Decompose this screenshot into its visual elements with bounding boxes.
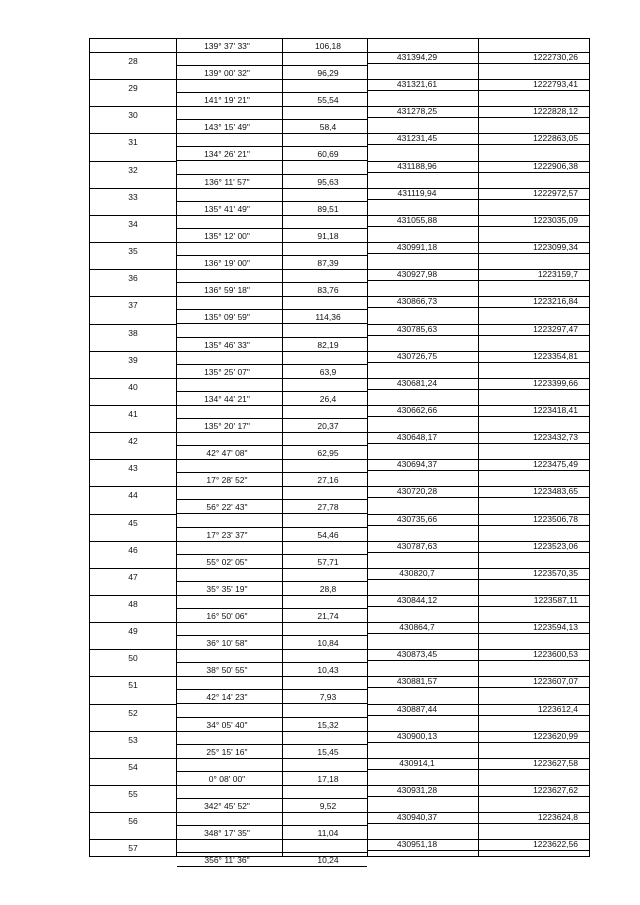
table-top-border xyxy=(89,38,589,39)
row-divider xyxy=(89,106,177,107)
y-coordinate: 1223620,99 xyxy=(533,731,578,741)
row-divider xyxy=(177,337,367,338)
segment-length: 57,71 xyxy=(317,557,339,567)
direction-angle: 141° 19' 21" xyxy=(204,95,250,105)
row-divider xyxy=(177,731,367,732)
row-divider xyxy=(367,715,589,716)
x-coordinate: 430951,18 xyxy=(396,839,438,849)
row-divider xyxy=(177,323,367,324)
y-coordinate: 1223099,34 xyxy=(533,242,578,252)
direction-angle: 0° 08' 00" xyxy=(208,774,246,784)
y-coordinate: 1222906,38 xyxy=(533,161,578,171)
direction-angle: 135° 25' 07" xyxy=(204,367,250,377)
segment-length: 114,36 xyxy=(315,312,341,322)
direction-angle: 17° 28' 52" xyxy=(206,475,248,485)
row-divider xyxy=(367,552,589,553)
y-coordinate: 1223418,41 xyxy=(533,405,578,415)
row-divider xyxy=(367,253,589,254)
x-coordinate: 430931,28 xyxy=(396,785,438,795)
y-coordinate: 1223432,73 xyxy=(533,432,578,442)
y-coordinate: 1223594,13 xyxy=(533,622,578,632)
point-number: 46 xyxy=(128,545,138,555)
x-coordinate: 430662,66 xyxy=(396,405,438,415)
row-divider xyxy=(177,351,367,352)
segment-length: 91,18 xyxy=(317,231,339,241)
row-divider xyxy=(89,541,177,542)
row-divider xyxy=(177,65,367,66)
row-divider xyxy=(89,785,177,786)
row-divider xyxy=(367,823,589,824)
row-divider xyxy=(367,117,589,118)
row-divider xyxy=(177,269,367,270)
y-coordinate: 1223399,66 xyxy=(533,378,578,388)
segment-length: 87,39 xyxy=(317,258,339,268)
point-number: 44 xyxy=(128,490,138,500)
segment-length: 89,51 xyxy=(317,204,339,214)
row-divider xyxy=(177,703,367,704)
row-divider xyxy=(177,418,367,419)
row-divider xyxy=(89,52,177,53)
row-divider xyxy=(177,215,367,216)
segment-length: 96,29 xyxy=(317,68,339,78)
point-number: 37 xyxy=(128,300,138,310)
x-coordinate: 430820,7 xyxy=(399,568,435,578)
point-number: 45 xyxy=(128,518,138,528)
point-number: 33 xyxy=(128,192,138,202)
row-divider xyxy=(177,174,367,175)
row-divider xyxy=(177,839,367,840)
segment-length: 82,19 xyxy=(317,340,339,350)
segment-length: 21,74 xyxy=(317,611,339,621)
direction-angle: 35° 35' 19" xyxy=(206,584,248,594)
row-divider xyxy=(177,689,367,690)
row-divider xyxy=(177,432,367,433)
segment-length: 10,84 xyxy=(317,638,339,648)
row-divider xyxy=(367,660,589,661)
row-divider xyxy=(89,161,177,162)
y-coordinate: 1223159,7 xyxy=(537,269,578,279)
direction-angle: 135° 46' 33" xyxy=(204,340,250,350)
row-divider xyxy=(89,269,177,270)
point-number: 38 xyxy=(128,328,138,338)
x-coordinate: 430881,57 xyxy=(396,676,438,686)
row-divider xyxy=(89,649,177,650)
x-coordinate: 430844,12 xyxy=(396,595,438,605)
row-divider xyxy=(177,649,367,650)
row-divider xyxy=(177,160,367,161)
row-divider xyxy=(177,622,367,623)
point-number: 28 xyxy=(128,56,138,66)
direction-angle: 34° 05' 40" xyxy=(206,720,248,730)
row-divider xyxy=(89,812,177,813)
y-coordinate: 1223506,78 xyxy=(533,514,578,524)
row-divider xyxy=(89,405,177,406)
row-divider xyxy=(177,785,367,786)
segment-length: 62,95 xyxy=(317,448,339,458)
segment-length: 55,54 xyxy=(317,95,339,105)
direction-angle: 143° 15' 49" xyxy=(204,122,250,132)
row-divider xyxy=(177,758,367,759)
row-divider xyxy=(367,525,589,526)
x-coordinate: 430720,28 xyxy=(396,486,438,496)
x-coordinate: 431394,29 xyxy=(396,52,438,62)
row-divider xyxy=(177,554,367,555)
y-coordinate: 1223627,58 xyxy=(533,758,578,768)
row-divider xyxy=(89,704,177,705)
row-divider xyxy=(177,106,367,107)
x-coordinate: 430694,37 xyxy=(396,459,438,469)
y-coordinate: 1223523,06 xyxy=(533,541,578,551)
x-coordinate: 430940,37 xyxy=(396,812,438,822)
row-divider xyxy=(89,459,177,460)
segment-length: 58,4 xyxy=(319,122,337,132)
row-divider xyxy=(89,242,177,243)
y-coordinate: 1223627,62 xyxy=(533,785,578,795)
row-divider xyxy=(177,119,367,120)
row-divider xyxy=(177,282,367,283)
row-divider xyxy=(177,676,367,677)
segment-length: 15,45 xyxy=(317,747,339,757)
row-divider xyxy=(177,242,367,243)
row-divider xyxy=(367,742,589,743)
direction-angle: 135° 20' 17" xyxy=(204,421,250,431)
row-divider xyxy=(177,228,367,229)
row-divider xyxy=(177,133,367,134)
row-divider xyxy=(177,717,367,718)
row-divider xyxy=(177,309,367,310)
row-divider xyxy=(89,79,177,80)
segment-length: 11,04 xyxy=(317,828,339,838)
row-divider xyxy=(89,839,177,840)
x-coordinate: 430900,13 xyxy=(396,731,438,741)
row-divider xyxy=(177,527,367,528)
row-divider xyxy=(367,579,589,580)
row-divider xyxy=(177,866,367,867)
row-divider xyxy=(89,595,177,596)
x-coordinate: 431055,88 xyxy=(396,215,438,225)
y-coordinate: 1223624,8 xyxy=(537,812,578,822)
row-divider xyxy=(89,188,177,189)
row-divider xyxy=(367,280,589,281)
x-coordinate: 430681,24 xyxy=(396,378,438,388)
row-divider xyxy=(177,459,367,460)
row-divider xyxy=(177,662,367,663)
row-divider xyxy=(89,486,177,487)
x-coordinate: 430648,17 xyxy=(396,432,438,442)
row-divider xyxy=(367,90,589,91)
y-coordinate: 1222793,41 xyxy=(533,79,578,89)
direction-angle: 42° 47' 08" xyxy=(206,448,248,458)
row-divider xyxy=(89,432,177,433)
row-divider xyxy=(367,172,589,173)
point-number: 43 xyxy=(128,463,138,473)
segment-length: 63,9 xyxy=(319,367,337,377)
point-number: 31 xyxy=(128,137,138,147)
row-divider xyxy=(89,296,177,297)
y-coordinate: 1222972,57 xyxy=(533,188,578,198)
row-divider xyxy=(367,769,589,770)
segment-length: 54,46 xyxy=(317,530,339,540)
point-number: 52 xyxy=(128,708,138,718)
row-divider xyxy=(177,445,367,446)
direction-angle: 55° 02' 05" xyxy=(206,557,248,567)
x-coordinate: 431278,25 xyxy=(396,106,438,116)
row-divider xyxy=(177,378,367,379)
segment-length: 15,32 xyxy=(317,720,339,730)
row-divider xyxy=(367,307,589,308)
point-number: 53 xyxy=(128,735,138,745)
row-divider xyxy=(367,144,589,145)
x-coordinate: 430735,66 xyxy=(396,514,438,524)
point-number: 32 xyxy=(128,165,138,175)
point-number: 29 xyxy=(128,83,138,93)
segment-length: 10,24 xyxy=(317,855,339,865)
row-divider xyxy=(177,486,367,487)
direction-angle: 135° 12' 00" xyxy=(204,231,250,241)
y-coordinate: 1223035,09 xyxy=(533,215,578,225)
direction-angle: 139° 00' 32" xyxy=(204,68,250,78)
segment-length: 17,18 xyxy=(317,774,339,784)
row-divider xyxy=(177,146,367,147)
row-divider xyxy=(177,79,367,80)
segment-length: 60,69 xyxy=(317,149,339,159)
row-divider xyxy=(367,497,589,498)
y-coordinate: 1223587,11 xyxy=(533,595,578,605)
point-number: 57 xyxy=(128,843,138,853)
row-divider xyxy=(177,771,367,772)
x-coordinate: 430866,73 xyxy=(396,296,438,306)
x-coordinate: 431119,94 xyxy=(397,188,437,198)
x-coordinate: 431188,96 xyxy=(397,161,437,171)
row-divider xyxy=(367,796,589,797)
y-coordinate: 1223622,56 xyxy=(533,839,578,849)
point-number: 35 xyxy=(128,246,138,256)
direction-angle: 135° 09' 59" xyxy=(204,312,250,322)
row-divider xyxy=(89,568,177,569)
direction-angle: 356° 11' 36" xyxy=(204,855,250,865)
row-divider xyxy=(367,606,589,607)
row-divider xyxy=(177,405,367,406)
segment-length: 83,76 xyxy=(317,285,339,295)
point-number: 50 xyxy=(128,653,138,663)
point-number: 39 xyxy=(128,355,138,365)
x-coordinate: 430864,7 xyxy=(399,622,435,632)
row-divider xyxy=(367,389,589,390)
x-coordinate: 430927,98 xyxy=(396,269,438,279)
row-divider xyxy=(367,633,589,634)
x-coordinate: 430787,63 xyxy=(396,541,438,551)
segment-length: 106,18 xyxy=(315,41,341,51)
direction-angle: 38° 50' 55" xyxy=(206,665,248,675)
y-coordinate: 1223600,53 xyxy=(533,649,578,659)
x-coordinate: 431231,45 xyxy=(396,133,438,143)
y-coordinate: 1223297,47 xyxy=(533,324,578,334)
row-divider xyxy=(367,443,589,444)
row-divider xyxy=(177,472,367,473)
y-coordinate: 1223607,07 xyxy=(533,676,578,686)
point-number: 40 xyxy=(128,382,138,392)
point-number: 55 xyxy=(128,789,138,799)
point-number: 41 xyxy=(128,409,138,419)
segment-length: 27,78 xyxy=(317,502,339,512)
point-number: 34 xyxy=(128,219,138,229)
row-divider xyxy=(89,758,177,759)
point-number: 42 xyxy=(128,436,138,446)
x-coordinate: 430785,63 xyxy=(396,324,438,334)
y-coordinate: 1222828,12 xyxy=(533,106,578,116)
x-coordinate: 430873,45 xyxy=(396,649,438,659)
direction-angle: 348° 17' 35" xyxy=(204,828,250,838)
row-divider xyxy=(177,188,367,189)
row-divider xyxy=(177,364,367,365)
direction-angle: 16° 50' 06" xyxy=(206,611,248,621)
row-divider xyxy=(177,798,367,799)
row-divider xyxy=(89,215,177,216)
direction-angle: 42° 14' 23" xyxy=(206,692,248,702)
row-divider xyxy=(177,296,367,297)
point-number: 51 xyxy=(128,680,138,690)
point-number: 36 xyxy=(128,273,138,283)
row-divider xyxy=(177,391,367,392)
segment-length: 27,16 xyxy=(317,475,339,485)
direction-angle: 136° 11' 57" xyxy=(204,177,250,187)
row-divider xyxy=(177,52,367,53)
row-divider xyxy=(367,199,589,200)
segment-length: 9,52 xyxy=(319,801,337,811)
row-divider xyxy=(367,362,589,363)
row-divider xyxy=(89,731,177,732)
y-coordinate: 1223570,35 xyxy=(533,568,578,578)
point-number: 54 xyxy=(128,762,138,772)
row-divider xyxy=(177,581,367,582)
row-divider xyxy=(177,852,367,853)
row-divider xyxy=(177,825,367,826)
row-divider xyxy=(89,324,177,325)
point-number: 56 xyxy=(128,816,138,826)
row-divider xyxy=(89,133,177,134)
row-divider xyxy=(89,622,177,623)
row-divider xyxy=(177,744,367,745)
segment-length: 28,8 xyxy=(319,584,337,594)
direction-angle: 134° 44' 21" xyxy=(204,394,250,404)
x-coordinate: 430726,75 xyxy=(396,351,438,361)
segment-length: 20,37 xyxy=(317,421,339,431)
row-divider xyxy=(367,335,589,336)
point-number: 49 xyxy=(128,626,138,636)
row-divider xyxy=(89,378,177,379)
direction-angle: 17° 23' 37" xyxy=(206,530,248,540)
y-coordinate: 1223475,49 xyxy=(533,459,578,469)
row-divider xyxy=(367,850,589,851)
y-coordinate: 1223354,81 xyxy=(533,351,578,361)
segment-length: 95,63 xyxy=(317,177,339,187)
row-divider xyxy=(177,255,367,256)
row-divider xyxy=(367,470,589,471)
row-divider xyxy=(89,351,177,352)
row-divider xyxy=(177,92,367,93)
segment-length: 10,43 xyxy=(317,665,339,675)
y-coordinate: 1222730,26 xyxy=(533,52,578,62)
y-coordinate: 1222863,05 xyxy=(533,133,578,143)
row-divider xyxy=(177,608,367,609)
direction-angle: 36° 10' 58" xyxy=(206,638,248,648)
direction-angle: 135° 41' 49" xyxy=(204,204,250,214)
x-coordinate: 430991,18 xyxy=(396,242,438,252)
segment-length: 7,93 xyxy=(319,692,337,702)
row-divider xyxy=(177,635,367,636)
direction-angle: 134° 26' 21" xyxy=(204,149,250,159)
row-divider xyxy=(177,595,367,596)
point-number: 47 xyxy=(128,572,138,582)
x-coordinate: 431321,61 xyxy=(396,79,438,89)
row-divider xyxy=(177,568,367,569)
direction-angle: 136° 19' 00" xyxy=(204,258,250,268)
row-divider xyxy=(367,63,589,64)
x-coordinate: 430887,44 xyxy=(396,704,438,714)
row-divider xyxy=(177,513,367,514)
row-divider xyxy=(89,676,177,677)
y-coordinate: 1223483,65 xyxy=(533,486,578,496)
point-number: 30 xyxy=(128,110,138,120)
row-divider xyxy=(367,226,589,227)
row-divider xyxy=(367,416,589,417)
row-divider xyxy=(177,499,367,500)
row-divider xyxy=(177,812,367,813)
row-divider xyxy=(177,201,367,202)
direction-angle: 25° 15' 16" xyxy=(206,747,248,757)
y-coordinate: 1223612,4 xyxy=(537,704,578,714)
y-coordinate: 1223216,84 xyxy=(533,296,578,306)
direction-angle: 342° 45' 52" xyxy=(204,801,250,811)
direction-angle: 136° 59' 18" xyxy=(204,285,250,295)
row-divider xyxy=(367,687,589,688)
row-divider xyxy=(89,514,177,515)
x-coordinate: 430914,1 xyxy=(399,758,435,768)
point-number: 48 xyxy=(128,599,138,609)
row-divider xyxy=(177,541,367,542)
direction-angle: 56° 22' 43" xyxy=(206,502,248,512)
segment-length: 26,4 xyxy=(319,394,337,404)
direction-angle: 139° 37' 33" xyxy=(204,41,250,51)
